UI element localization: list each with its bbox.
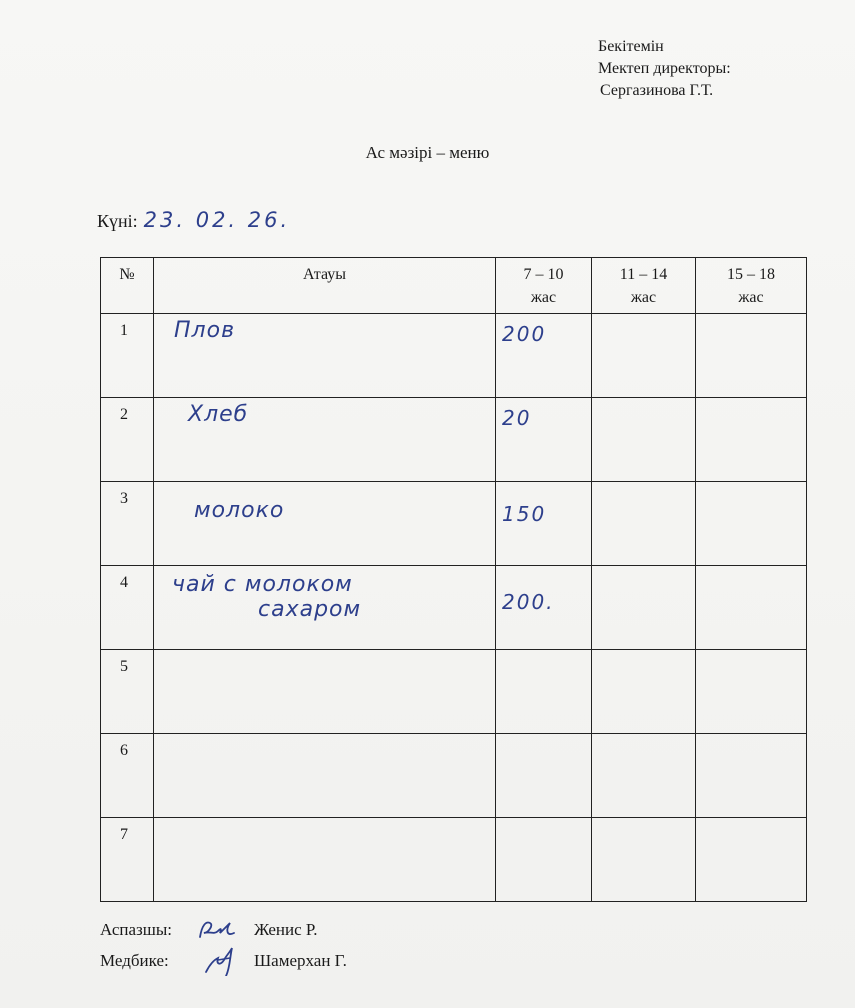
qty-cell xyxy=(496,314,592,398)
empty-cell xyxy=(496,734,592,818)
dish-name-line-1: чай с молоком xyxy=(172,572,353,597)
table-row xyxy=(101,482,807,566)
approval-line-1: Бекітемін xyxy=(598,38,664,55)
qty-cell xyxy=(496,482,592,566)
table-row xyxy=(101,566,807,650)
approval-line-2: Мектеп директоры: xyxy=(598,60,731,77)
qty-cell xyxy=(496,566,592,650)
header-age-7-10 xyxy=(496,258,592,314)
date-value: 23. 02. 26. xyxy=(143,208,291,232)
dish-cell xyxy=(154,566,496,650)
cook-label: Аспазшы: xyxy=(100,920,172,939)
dish-name: Хлеб xyxy=(188,402,249,427)
empty-cell xyxy=(496,818,592,902)
table-row xyxy=(101,398,807,482)
approval-block xyxy=(598,36,731,102)
empty-cell xyxy=(592,566,696,650)
header-num: № xyxy=(101,258,154,314)
row-num: 7 xyxy=(101,818,154,902)
cook-name: Женис Р. xyxy=(254,920,318,939)
dish-name: молоко xyxy=(194,498,285,523)
empty-cell xyxy=(592,734,696,818)
nurse-signature-row xyxy=(100,946,347,976)
row-num: 6 xyxy=(101,734,154,818)
empty-cell xyxy=(696,314,807,398)
qty-value: 150 xyxy=(502,502,547,526)
dish-cell xyxy=(154,314,496,398)
header-age-7-10-range: 7 – 10 xyxy=(523,266,564,283)
table-row xyxy=(101,818,807,902)
empty-cell xyxy=(592,398,696,482)
table-row xyxy=(101,734,807,818)
empty-cell xyxy=(696,482,807,566)
qty-value: 200 xyxy=(502,322,547,346)
nurse-label: Медбике: xyxy=(100,951,169,970)
empty-cell xyxy=(154,650,496,734)
empty-cell xyxy=(154,734,496,818)
nurse-signature-mark xyxy=(196,946,252,976)
row-num: 1 xyxy=(101,314,154,398)
header-age-11-14-range: 11 – 14 xyxy=(619,266,668,283)
header-age-15-18-range: 15 – 18 xyxy=(727,266,775,283)
table-row xyxy=(101,650,807,734)
date-row xyxy=(97,208,290,232)
empty-cell xyxy=(592,818,696,902)
nurse-name: Шамерхан Г. xyxy=(254,951,347,970)
qty-cell xyxy=(496,398,592,482)
header-name: Атауы xyxy=(154,258,496,314)
date-label: Күні: xyxy=(97,211,138,231)
header-age-11-14 xyxy=(592,258,696,314)
director-name: Сергазинова Г.Т. xyxy=(600,82,714,99)
dish-name: Плов xyxy=(174,318,236,343)
table-header-row xyxy=(101,258,807,314)
empty-cell xyxy=(592,482,696,566)
empty-cell xyxy=(592,650,696,734)
header-age-7-10-unit: жас xyxy=(530,289,557,306)
table-row xyxy=(101,314,807,398)
dish-cell xyxy=(154,398,496,482)
cook-signature-row xyxy=(100,915,317,945)
empty-cell xyxy=(696,818,807,902)
menu-table xyxy=(100,257,807,902)
empty-cell xyxy=(696,650,807,734)
header-age-15-18-unit: жас xyxy=(738,289,764,306)
page-title: Ас мәзірі – меню xyxy=(365,143,490,162)
empty-cell xyxy=(592,314,696,398)
dish-name-line-2: сахаром xyxy=(258,597,362,622)
cook-signature-mark xyxy=(196,915,252,945)
row-num: 3 xyxy=(101,482,154,566)
empty-cell xyxy=(696,398,807,482)
dish-cell xyxy=(154,482,496,566)
header-age-15-18 xyxy=(696,258,807,314)
header-age-11-14-unit: жас xyxy=(630,289,657,306)
row-num: 5 xyxy=(101,650,154,734)
row-num: 2 xyxy=(101,398,154,482)
qty-value: 20 xyxy=(502,406,532,430)
empty-cell xyxy=(696,566,807,650)
row-num: 4 xyxy=(101,566,154,650)
empty-cell xyxy=(496,650,592,734)
empty-cell xyxy=(154,818,496,902)
qty-value: 200. xyxy=(502,590,555,614)
empty-cell xyxy=(696,734,807,818)
